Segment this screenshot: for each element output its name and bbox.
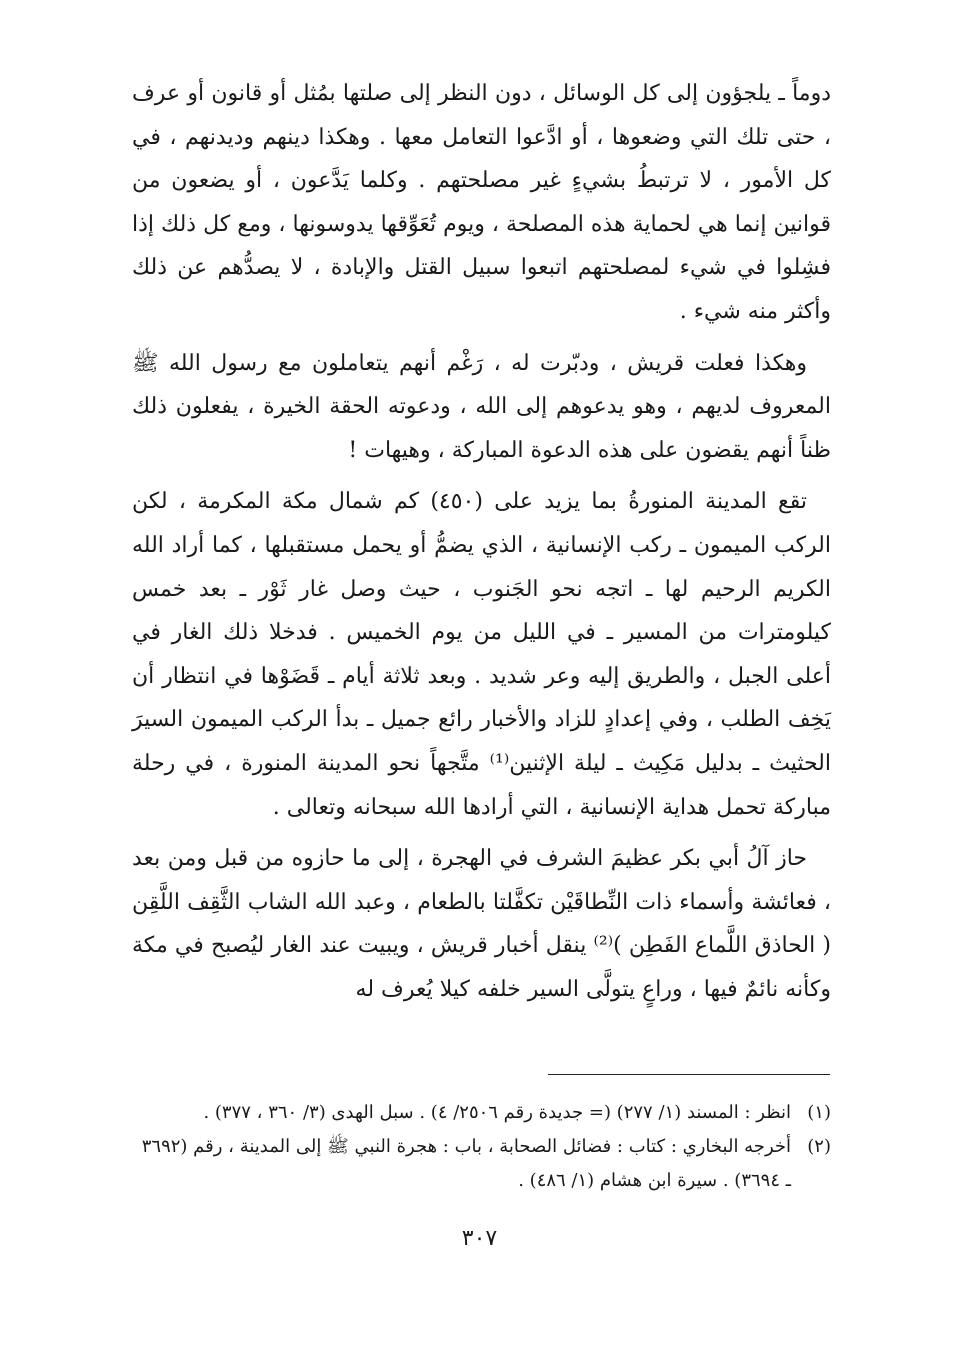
footnote-2 xyxy=(132,1130,831,1198)
footnotes xyxy=(132,1096,831,1198)
footnote-1 xyxy=(132,1096,831,1130)
footnote-number: (٢) xyxy=(807,1136,831,1157)
paragraph-4: حاز آلُ أبي بكر عظيمَ الشرف في الهجرة ، إلى ما حازوه من قبل ومن بعد ، فعائشة وأسماء ذات النِّطاقَيْن تكفَّلتا بالطعام ، وعبد الله الشاب الثَّقِف اللَّقِن ( الحاذق اللَّماع الفَطِن )⁽²⁾ ينقل أخبار قريش ، ويبيت عند الغار ليُصبح في مكة وكأنه نائمٌ فيها ، وراعٍ يتولَّى السير خلفه كيلا يُعرف له xyxy=(132,846,831,1002)
paragraph-2: وهكذا فعلت قريش ، ودبّرت له ، رَغْم أنهم يتعاملون مع رسول الله ﷺ المعروف لديهم ، وهو يدعوهم إلى الله ، ودعوته الحقة الخيرة ، يفعلون ذلك ظناً أنهم يقضون على هذه الدعوة المباركة ، وهيهات ! xyxy=(132,350,831,463)
footnote-text: انظر : المسند (١/ ٢٧٧) (= جديدة رقم ٢٥٠٦/ ٤) . سبل الهدى (٣/ ٣٦٠ ، ٣٧٧) . xyxy=(203,1102,791,1123)
footnote-number: (١) xyxy=(807,1102,831,1123)
page-number: ٣٠٧ xyxy=(461,1226,498,1251)
main-text xyxy=(132,72,831,1019)
paragraph-3: تقع المدينة المنورةُ بما يزيد على (٤٥٠) كم شمال مكة المكرمة ، لكن الركب الميمون ـ ركب الإنسانية ، الذي يضمُّ أو يحمل مستقبلها ، كما أراد الله الكريم الرحيم لها ـ اتجه نحو الجَنوب ، حيث وصل غار ثَوْر ـ بعد خمس كيلومترات من المسير ـ في الليل من يوم الخميس . فدخلا ذلك الغار في أعلى الجبل ، والطريق إليه وعر شديد . وبعد ثلاثة أيام ـ قَضَوْها في انتظار أن يَخِف الطلب ، وفي إعدادٍ للزاد والأخبار رائع جميل ـ بدأ الركب الميمون السيرَ الحثيث ـ بدليل مَكِيث ـ ليلة الإثنين⁽¹⁾ متَّجهاً نحو المدينة المنورة ، في رحلة مباركة تحمل هداية الإنسانية ، التي أرادها الله سبحانه وتعالى . xyxy=(132,489,831,820)
footnote-text: أخرجه البخاري : كتاب : فضائل الصحابة ، باب : هجرة النبي ﷺ إلى المدينة ، رقم (٣٦٩٢ ـ ٣٦٩٤) . سيرة ابن هشام (١/ ٤٨٦) . xyxy=(141,1136,791,1191)
paragraph-1: دوماً ـ يلجؤون إلى كل الوسائل ، دون النظر إلى صلتها بمُثل أو قانون أو عرف ، حتى تلك التي وضعوها ، أو ادَّعوا التعامل معها . وهكذا دينهم وديدنهم ، في كل الأمور ، لا ترتبطُ بشيءٍ غير مصلحتهم . وكلما يَدَّعون ، أو يضعون من قوانين إنما هي لحماية هذه المصلحة ، ويوم تُعَوِّقها يدوسونها ، ومع كل ذلك إذا فشِلوا في شيء لمصلحتهم اتبعوا سبيل القتل والإبادة ، لا يصدُّهم عن ذلك وأكثر منه شيء . xyxy=(132,81,831,324)
footnote-divider xyxy=(548,1074,830,1075)
